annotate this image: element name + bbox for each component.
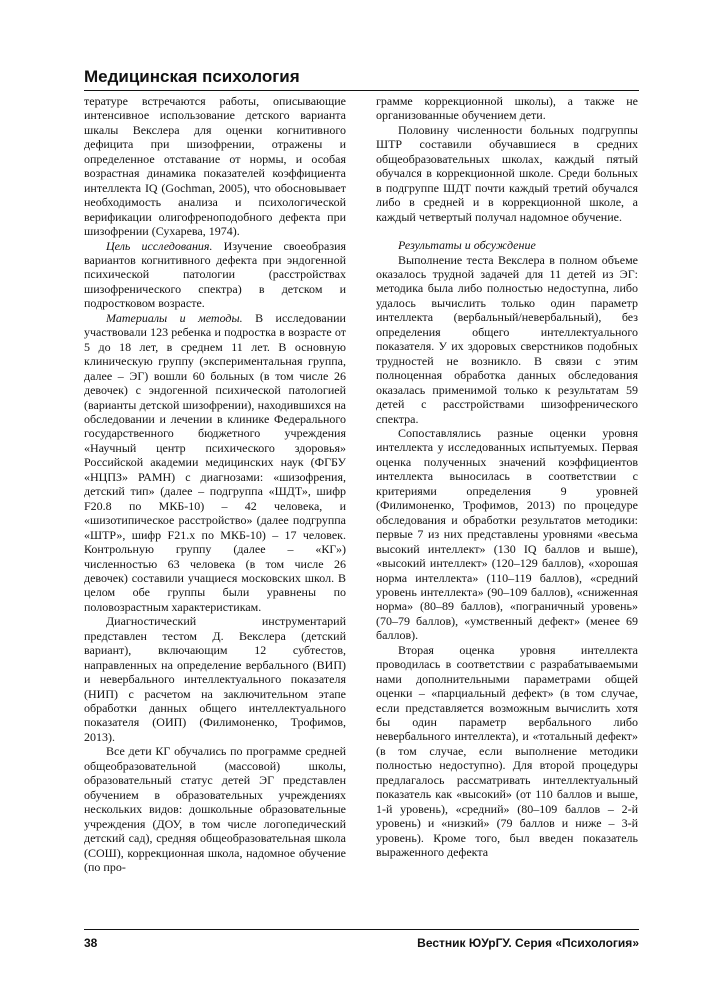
paragraph: Диагностический инструментарий представлен тестом Д. Векслера (детский вариант), включающим 12 субтестов, направленных на определение вербального (ВИП) и невербального интеллектуального показателя (НИП) с расчетом на заключительном этапе обработки данных общего интеллектуального показателя (ОИП) (Филимоненко, Трофимов, 2013).: [84, 614, 346, 744]
section-heading: Результаты и обсуждение: [398, 238, 536, 253]
paragraph-aim: [84, 239, 346, 311]
paragraph-methods: [84, 311, 346, 615]
running-header: Медицинская психология: [84, 67, 300, 86]
methods-label: Материалы и методы.: [106, 310, 243, 325]
journal-title: Вестник ЮУрГУ. Серия «Психология»: [417, 936, 639, 950]
left-column: [84, 94, 346, 874]
paragraph: Все дети КГ обучались по программе средней общеобразовательной (массовой) школы, образовательный статус детей ЭГ представлен обучением в образовательных учреждениях нескольких видов: дошкольные образовательные учреждения (ДОУ, в том числе логопедический детский сад), средняя общеобразовательная школа (СОШ), коррекционная школа, надомное обучение (по про-: [84, 744, 346, 875]
methods-text: В исследовании участвовали 123 ребенка и подростка в возрасте от 5 до 18 лет, в среднем 11 лет. В основную клиническую группу (экспериментальная группа, далее – ЭГ) вошли 60 больных (в том числе 26 девочек) с эндогенной психической патологией (варианты детской шизофрении), находившихся на обследовании и лечении в клинике Федерального государственного бюджетного учреждения «Научный центр психического здоровья» Российской академии медицинских наук (ФГБУ «НЦПЗ» РАМН) с диагнозами: «шизофрения, детский тип» (далее – подгруппа «ШДТ», шифр F20.8 по МКБ-10) – 42 человека, и «шизотипическое расстройство» (далее подгруппа «ШТР», шифр F21.х по МКБ-10) – 17 человек. Контрольную группу (далее – «КГ») численностью 63 человека (в том числе 26 девочек) составили учащиеся московских школ. В целом обе группы были уравнены по половозрастным характеристикам.: [84, 310, 346, 614]
right-column: [376, 94, 638, 860]
paragraph: Сопоставлялись разные оценки уровня интеллекта у исследованных испытуемых. Первая оценка полученных значений коэффициентов интеллекта выносилась в соответствии с критериями определения 9 уровней (Филимоненко, Трофимов, 2013) по процедуре обследования и обработки результатов методики: первые 7 из них представлены уровнями «весьма высокий интеллект» (130 IQ баллов и выше), «высокий интеллект» (120–129 баллов), «хорошая норма интеллекта» (110–119 баллов), «средний уровень интеллекта» (90–109 баллов), «сниженная норма» (80–89 баллов), «пограничный уровень» (70–79 баллов), «умственный дефект» (менее 69 баллов).: [376, 425, 638, 643]
footer-rule: [84, 929, 639, 930]
paragraph: тературе встречаются работы, описывающие интенсивное использование детского варианта шкалы Векслера для оценки когнитивного дефицита при шизофрении, отражены и определенное отставание от нормы, и особая возрастная динамика показателей коэффициента интеллекта IQ (Gochman, 2005), что обосновывает необходимость анализа и психологической верификации олигофреноподобного дефекта при шизофрении (Сухарева, 1974).: [84, 94, 346, 239]
page-number: 38: [84, 936, 98, 950]
aim-label: Цель исследования.: [106, 238, 213, 253]
paragraph: Половину численности больных подгруппы ШТР составили обучавшиеся в средних общеобразовательных школах, каждый пятый обучался в коррекционной школе. Среди больных в подгруппе ШДТ почти каждый третий обучался либо в средней и в коррекционной школе, а каждый четвертый получал надомное обучение.: [376, 122, 638, 224]
paragraph: Выполнение теста Векслера в полном объеме оказалось трудной задачей для 11 детей из ЭГ: методика была либо полностью недоступна, либо удалось вычислить только один параметр интеллекта (вербальный/невербальный), без определения общего интеллектуального показателя. У их здоровых сверстников подобных трудностей не возникло. В связи с этим полноценная обработка данных обследования оказалась применимой только к результатам 59 детей с расстройствами шизофренического спектра.: [376, 252, 638, 426]
paragraph: грамме коррекционной школы), а также не организованные обучением дети.: [376, 94, 638, 123]
aim-text: Изучение своеобразия вариантов когнитивного дефекта при эндогенной психической патологии (расстройствах шизофренического спектра) в детском и подростковом возрасте.: [84, 238, 347, 311]
header-rule: [84, 90, 639, 91]
paragraph: Вторая оценка уровня интеллекта проводилась в соответствии с разрабатываемыми нами дополнительными параметрами общей оценки – «парциальный дефект» (в том случае, если представляется возможным вычислить хотя бы один параметр вербального либо невербального интеллекта), и «тотальный дефект» (в том случае, если выполнение методики полностью недоступно). Для второй процедуры предлагалось рассматривать интеллектуальный показатель как «высокий» (от 110 баллов и выше, 1-й уровень), «средний» (80–109 баллов – 2-й уровень) и «низкий» (79 баллов и ниже – 3-й уровень). Кроме того, был введен показатель выраженного дефекта: [376, 642, 638, 860]
